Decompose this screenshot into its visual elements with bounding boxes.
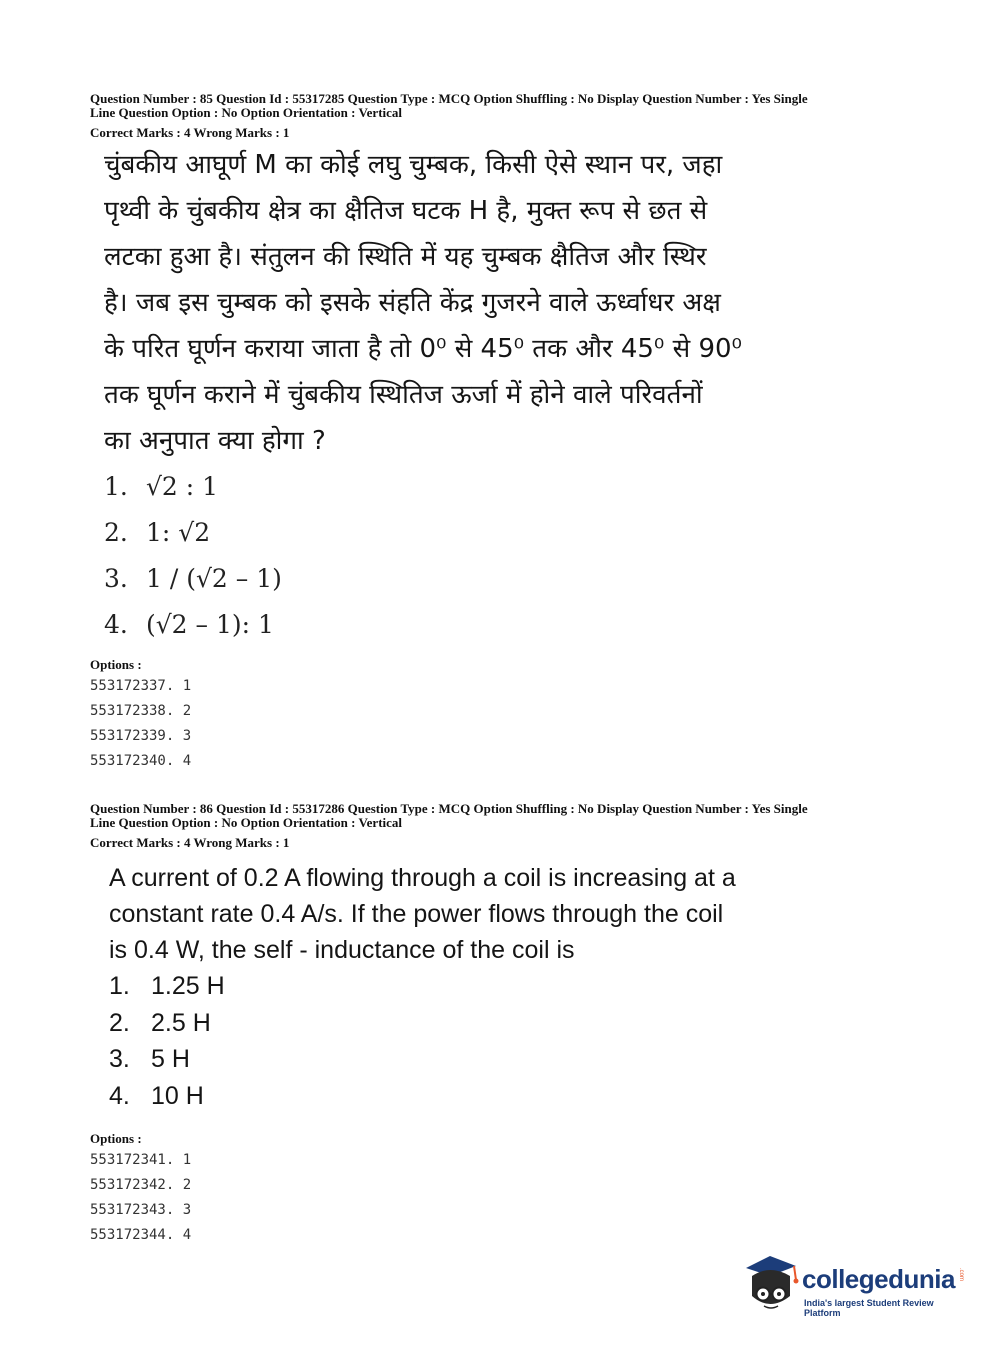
q86-text-line: is 0.4 W, the self - inductance of the coil is xyxy=(109,936,575,964)
q85-text-line: का अनुपात क्या होगा ? xyxy=(104,426,326,456)
q85-choice xyxy=(104,464,604,510)
q86-options-title: Options : xyxy=(90,1131,142,1146)
choice-number: 3. xyxy=(104,564,128,593)
q85-meta xyxy=(90,92,930,140)
choice-number: 1. xyxy=(109,972,130,1000)
choice-number: 2. xyxy=(104,518,128,547)
option-id: 553172337. 1 xyxy=(90,678,192,694)
q85-option-ids xyxy=(90,674,191,774)
q85-marks: Correct Marks : 4 Wrong Marks : 1 xyxy=(90,125,290,140)
q85-meta-line2: Line Question Option : No Option Orientation : Vertical xyxy=(90,105,403,120)
q86-choice xyxy=(109,968,509,1005)
logo-tagline: India's largest Student Review Platform xyxy=(804,1298,934,1318)
q85-text-line: चुंबकीय आघूर्ण M का कोई लघु चुम्बक, किसी ऐसे स्थान पर, जहा xyxy=(104,150,723,180)
q85-question-text xyxy=(104,142,804,464)
choice-number: 2. xyxy=(109,1008,130,1037)
logo-domain: .com xyxy=(958,1268,964,1282)
q86-choice xyxy=(109,1041,509,1078)
q85-meta-line1: Question Number : 85 Question Id : 55317285 Question Type : MCQ Option Shuffling : No Display Question Number : Yes Single xyxy=(90,91,808,106)
q86-question-text xyxy=(109,860,829,968)
choice-text: 1 / (√2 – 1) xyxy=(146,564,282,593)
collegedunia-logo xyxy=(740,1250,970,1330)
mascot-icon xyxy=(740,1250,802,1320)
choice-text: (√2 – 1): 1 xyxy=(146,610,274,639)
option-id: 553172339. 3 xyxy=(90,728,192,744)
option-id: 553172343. 3 xyxy=(90,1202,192,1218)
q85-choice xyxy=(104,556,604,602)
choice-text: 10 H xyxy=(151,1081,204,1110)
choice-number: 4. xyxy=(104,610,128,639)
q86-marks: Correct Marks : 4 Wrong Marks : 1 xyxy=(90,835,290,850)
q85-text-line: है। जब इस चुम्बक को इसके संहति केंद्र गुजरने वाले ऊर्ध्वाधर अक्ष xyxy=(104,288,721,318)
q85-choices xyxy=(104,464,604,648)
choice-text: 2.5 H xyxy=(151,1008,211,1037)
q86-option-ids xyxy=(90,1148,191,1248)
q86-meta xyxy=(90,802,930,850)
logo-wordmark: collegedunia xyxy=(802,1264,955,1294)
choice-text: √2 : 1 xyxy=(146,472,219,501)
option-id: 553172344. 4 xyxy=(90,1227,192,1243)
choice-number: 3. xyxy=(109,1045,130,1073)
q86-meta-line2: Line Question Option : No Option Orientation : Vertical xyxy=(90,815,403,830)
option-id: 553172338. 2 xyxy=(90,703,192,719)
option-id: 553172342. 2 xyxy=(90,1177,192,1193)
q86-meta-line1: Question Number : 86 Question Id : 55317286 Question Type : MCQ Option Shuffling : No Display Question Number : Yes Single xyxy=(90,801,808,816)
q86-choice xyxy=(109,1078,509,1115)
choice-text: 5 H xyxy=(151,1045,190,1073)
option-id: 553172340. 4 xyxy=(90,753,192,769)
q85-text-line: के परित घूर्णन कराया जाता है तो 0⁰ से 45⁰ तक और 45⁰ से 90⁰ xyxy=(104,334,742,364)
choice-number: 1. xyxy=(104,472,128,501)
q86-text-line: A current of 0.2 A flowing through a coil is increasing at a xyxy=(109,864,736,892)
choice-number: 4. xyxy=(109,1081,130,1110)
q85-text-line: लटका हुआ है। संतुलन की स्थिति में यह चुम्बक क्षैतिज और स्थिर xyxy=(104,242,707,272)
option-id: 553172341. 1 xyxy=(90,1152,192,1168)
choice-text: 1: √2 xyxy=(146,518,211,547)
q85-options-title: Options : xyxy=(90,657,142,672)
q85-text-line: तक घूर्णन कराने में चुंबकीय स्थितिज ऊर्जा में होने वाले परिवर्तनों xyxy=(104,380,703,410)
q86-choice xyxy=(109,1005,509,1042)
q86-text-line: constant rate 0.4 A/s. If the power flows through the coil xyxy=(109,900,724,928)
q86-choices xyxy=(109,968,509,1114)
q85-choice xyxy=(104,602,604,648)
choice-text: 1.25 H xyxy=(151,972,225,1000)
q85-choice xyxy=(104,510,604,556)
q85-text-line: पृथ्वी के चुंबकीय क्षेत्र का क्षैतिज घटक H है, मुक्त रूप से छत से xyxy=(104,196,708,226)
